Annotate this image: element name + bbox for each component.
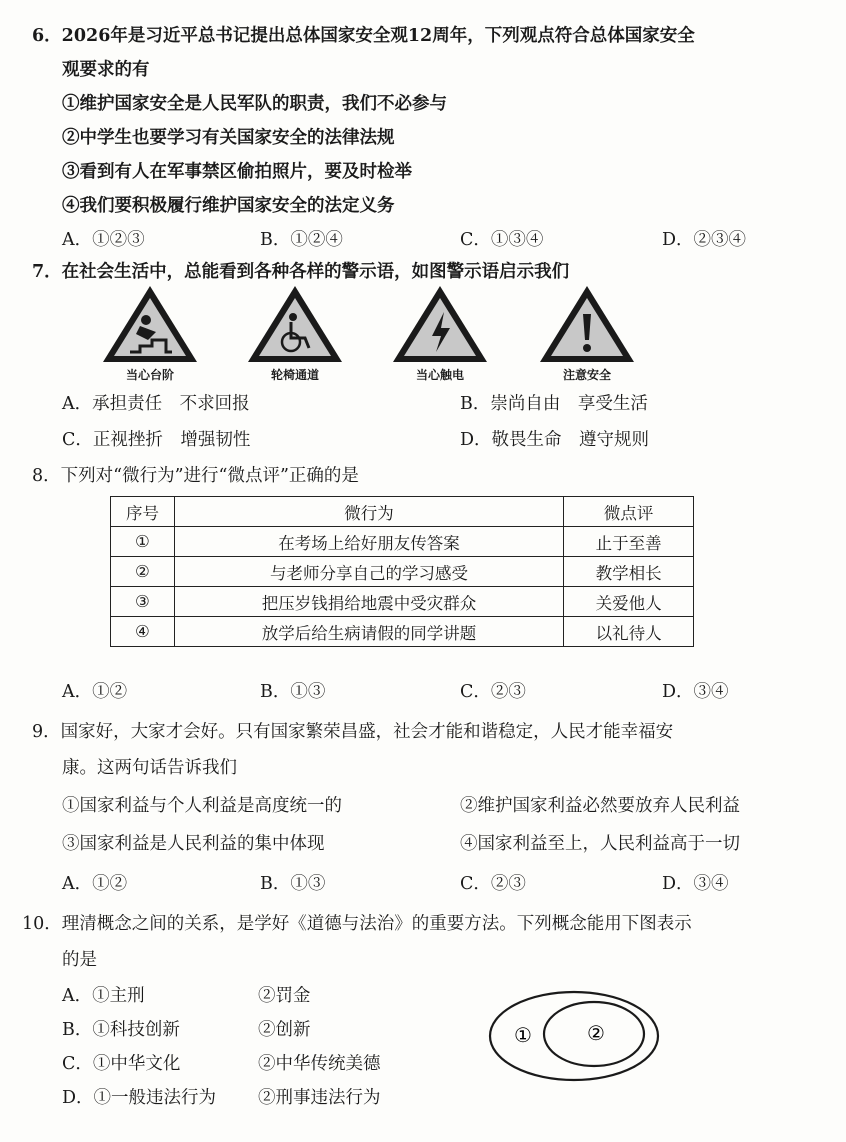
fall-icon [100, 282, 200, 366]
q9-option-b: B．①③ [260, 874, 326, 894]
inner-label: ② [587, 1021, 605, 1045]
table-cell: 把压岁钱捐给地震中受灾群众 [174, 587, 563, 617]
sign-label-1: 当心台阶 [125, 368, 174, 382]
q8-option-d: D．③④ [662, 682, 729, 702]
q10-option-a-2: ②罚金 [258, 986, 311, 1006]
q8-option-a: A．①② [62, 682, 128, 702]
q9-option-c: C．②③ [460, 874, 526, 894]
q10-stem-line2: 的是 [62, 950, 97, 970]
behavior-table [110, 496, 694, 647]
q9-option-d: D．③④ [662, 874, 729, 894]
q10-option-d-2: ②刑事违法行为 [258, 1088, 381, 1108]
q6-item-1: ①维护国家安全是人民军队的职责，我们不必参与 [62, 94, 447, 114]
q10-option-b-1: B．①科技创新 [62, 1020, 180, 1040]
table-row [111, 527, 694, 557]
q9-option-a: A．①② [62, 874, 128, 894]
q8-option-c: C．②③ [460, 682, 526, 702]
q10-option-a-1: A．①主刑 [62, 986, 145, 1006]
q6-option-c: C．①③④ [460, 230, 544, 250]
q6-option-d: D．②③④ [662, 230, 747, 250]
q10-stem-line1: 10．理清概念之间的关系，是学好《道德与法治》的重要方法。下列概念能用下图表示 [22, 914, 692, 934]
q7-option-b: B．崇尚自由 享受生活 [460, 394, 648, 414]
sign-label-4: 注意安全 [562, 368, 611, 382]
table-cell: 教学相长 [564, 557, 694, 587]
table-header: 微点评 [564, 497, 694, 527]
table-cell: 关爱他人 [564, 587, 694, 617]
q8-stem: 8．下列对“微行为”进行“微点评”正确的是 [32, 466, 359, 486]
q7-stem: 7．在社会生活中，总能看到各种各样的警示语，如图警示语启示我们 [32, 262, 570, 282]
q8-option-b: B．①③ [260, 682, 326, 702]
table-header-row [111, 497, 694, 527]
sign-label-2: 轮椅通道 [270, 368, 319, 382]
table-header: 序号 [111, 497, 175, 527]
q6-option-a: A．①②③ [62, 230, 145, 250]
q7-option-d: D．敬畏生命 遵守规则 [460, 430, 650, 450]
q6-item-4: ④我们要积极履行维护国家安全的法定义务 [62, 196, 395, 216]
table-cell: 在考场上给好朋友传答案 [174, 527, 563, 557]
venn-diagram [486, 988, 662, 1084]
outer-label: ① [514, 1023, 532, 1047]
q6-stem-line2: 观要求的有 [62, 60, 150, 80]
table-cell: ① [111, 527, 175, 557]
table-row [111, 587, 694, 617]
table-cell: 与老师分享自己的学习感受 [174, 557, 563, 587]
table-cell: 以礼待人 [564, 617, 694, 647]
q9-item-4: ④国家利益至上，人民利益高于一切 [460, 834, 740, 854]
q7-option-c: C．正视挫折 增强韧性 [62, 430, 251, 450]
exclamation-icon [537, 282, 637, 366]
q10-option-b-2: ②创新 [258, 1020, 311, 1040]
q6-option-b: B．①②④ [260, 230, 343, 250]
lightning-icon [390, 282, 490, 366]
wheelchair-icon [245, 282, 345, 366]
q6-item-3: ③看到有人在军事禁区偷拍照片，要及时检举 [62, 162, 412, 182]
q9-stem-line2: 康。这两句话告诉我们 [62, 758, 237, 778]
q9-stem-line1: 9．国家好，大家才会好。只有国家繁荣昌盛，社会才能和谐稳定，人民才能幸福安 [32, 722, 674, 742]
table-cell: 放学后给生病请假的同学讲题 [174, 617, 563, 647]
q10-option-c-1: C．①中华文化 [62, 1054, 181, 1074]
q6-item-2: ②中学生也要学习有关国家安全的法律法规 [62, 128, 395, 148]
q9-item-2: ②维护国家利益必然要放弃人民利益 [460, 796, 740, 816]
table-cell: ② [111, 557, 175, 587]
table-header: 微行为 [174, 497, 563, 527]
table-row [111, 617, 694, 647]
sign-label-3: 当心触电 [415, 368, 464, 382]
q10-option-d-1: D．①一般违法行为 [62, 1088, 217, 1108]
table-cell: 止于至善 [564, 527, 694, 557]
table-cell: ③ [111, 587, 175, 617]
q6-stem-line1: 6．2026年是习近平总书记提出总体国家安全观12周年，下列观点符合总体国家安全 [32, 26, 695, 46]
table-row [111, 557, 694, 587]
q10-option-c-2: ②中华传统美德 [258, 1054, 381, 1074]
q9-item-3: ③国家利益是人民利益的集中体现 [62, 834, 325, 854]
table-cell: ④ [111, 617, 175, 647]
q7-option-a: A．承担责任 不求回报 [62, 394, 250, 414]
q9-item-1: ①国家利益与个人利益是高度统一的 [62, 796, 342, 816]
